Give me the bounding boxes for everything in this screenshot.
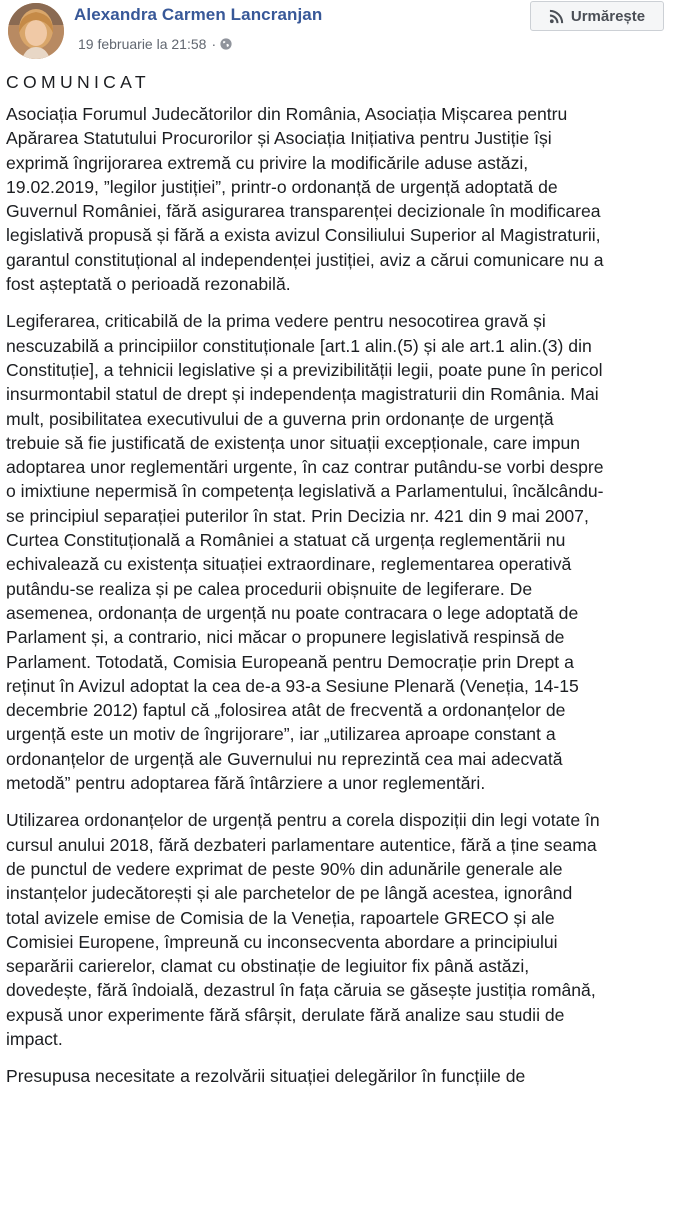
post-body: [6, 70, 694, 1102]
post-paragraphs: [6, 102, 694, 1089]
paragraph-line: nescuzabilă a principiilor constituționale [art.1 alin.(5) și ale art.1 alin.(3) din: [6, 335, 592, 356]
globe-icon[interactable]: [220, 38, 232, 50]
paragraph-line: ordonanțelor de urgență ale Guvernului nu reprezintă cea mai adecvată: [6, 748, 563, 769]
post-header: [0, 0, 700, 64]
paragraph-line: 19.02.2019, ”legilor justiției”, printr-o ordonanță de urgență adoptată de: [6, 176, 558, 197]
paragraph-line: reținut în Avizul adoptat la cea de-a 93-a Sesiune Plenară (Veneția, 14-15: [6, 675, 579, 696]
paragraph-line: fost așteptată o perioadă rezonabilă.: [6, 274, 291, 295]
paragraph-line: Guvernul României, fără asigurarea transparenței decizionale în modificarea: [6, 201, 601, 222]
paragraph-line: asemenea, ordonanța de urgență nu poate contracara o lege adoptată de: [6, 602, 579, 623]
paragraph-line: metodă” pentru adoptarea fără întârziere a unor reglementări.: [6, 773, 486, 794]
paragraph-line: cursul anului 2018, fără dezbateri parlamentare autentice, fără a ține seama: [6, 834, 597, 855]
paragraph-line: Apărarea Statutului Procurorilor și Asociația Inițiativa pentru Justiție își: [6, 128, 552, 149]
paragraph-line: Presupusa necesitate a rezolvării situației delegărilor în funcțiile de: [6, 1066, 526, 1087]
paragraph-line: separării carierelor, clamat cu obstinație de legiuitor fix până astăzi,: [6, 956, 530, 977]
paragraph-line: decembrie 2012) faptul că „folosirea atât de frecventă a ordonanțelor de: [6, 700, 566, 721]
paragraph-line: o imixtiune nepermisă în competența legislativă a Parlamentului, încălcându-: [6, 481, 604, 502]
post-paragraph: [6, 309, 694, 795]
rss-icon: [549, 9, 564, 24]
follow-button-label: Urmărește: [570, 7, 646, 25]
post-paragraph: [6, 102, 694, 296]
paragraph-line: adoptarea unor reglementări urgente, în caz contrar putându-se vorbi despre: [6, 457, 604, 478]
post-meta: [78, 36, 232, 52]
paragraph-line: total avizele emise de Comisia de la Veneția, rapoartele GRECO și ale: [6, 907, 555, 928]
meta-separator: ·: [211, 36, 217, 52]
post-timestamp[interactable]: 19 februarie la 21:58: [78, 36, 207, 52]
paragraph-line: mult, posibilitatea executivului de a guverna prin ordonanțe de urgență: [6, 408, 554, 429]
paragraph-line: impact.: [6, 1028, 63, 1049]
paragraph-line: legislativă propusă și fără a exista avizul Consiliului Superior al Magistraturii,: [6, 225, 601, 246]
paragraph-line: Legiferarea, criticabilă de la prima vedere pentru nesocotirea gravă și: [6, 311, 546, 332]
paragraph-line: Parlament și, a contrario, nici măcar o propunere legislativă respinsă de: [6, 627, 565, 648]
paragraph-line: Parlament. Totodată, Comisia Europeană pentru Democrație prin Drept a: [6, 651, 574, 672]
paragraph-line: expusă unor experimente fără sfârșit, derulate fără analize sau studii de: [6, 1004, 565, 1025]
paragraph-line: garantul constituțional al independenței justiției, aviz a cărui comunicare nu a: [6, 249, 604, 270]
post-paragraph: [6, 1064, 694, 1088]
paragraph-line: urgență este un motiv de îngrijorare”, iar „utilizarea aproape constant a: [6, 724, 556, 745]
avatar-photo: [8, 3, 64, 59]
paragraph-line: instanțelor judecătorești și ale parchetelor de pe lângă acestea, ignorând: [6, 883, 573, 904]
avatar[interactable]: [8, 3, 64, 59]
post-paragraph: [6, 808, 694, 1051]
paragraph-line: Constituție], a tehnicii legislative și a previzibilității legii, poate pune în pericol: [6, 359, 603, 380]
paragraph-line: trebuie să fie justificată de existența unor situații excepționale, care impun: [6, 432, 581, 453]
paragraph-line: dovedește, fără îndoială, dezastrul în fața căruia se găsește justiția română,: [6, 980, 596, 1001]
paragraph-line: Utilizarea ordonanțelor de urgență pentru a corela dispoziții din legi votate în: [6, 810, 600, 831]
paragraph-line: putându-se realiza și pe calea procedurii obișnuite de legiferare. De: [6, 578, 533, 599]
paragraph-line: insurmontabil statul de drept și independența magistraturii din România. Mai: [6, 384, 599, 405]
paragraph-line: exprimă îngrijorarea extremă cu privire la modificările aduse astăzi,: [6, 152, 529, 173]
paragraph-line: Curtea Constituțională a României a statuat că urgența reglementării nu: [6, 530, 566, 551]
paragraph-line: de punctul de vedere exprimat de peste 90% din adunările generale ale: [6, 858, 563, 879]
paragraph-line: Comisiei Europene, împreună cu inconsecventa abordare a principiului: [6, 931, 558, 952]
follow-button[interactable]: [530, 1, 664, 31]
author-name[interactable]: Alexandra Carmen Lancranjan: [74, 5, 323, 24]
paragraph-line: echivalează cu existența situației extraordinare, reglementarea operativă: [6, 554, 572, 575]
paragraph-line: Asociația Forumul Judecătorilor din România, Asociația Mișcarea pentru: [6, 104, 568, 124]
post-heading: COMUNICAT: [6, 72, 150, 92]
paragraph-line: se principiul separației puterilor în stat. Prin Decizia nr. 421 din 9 mai 2007,: [6, 505, 589, 526]
